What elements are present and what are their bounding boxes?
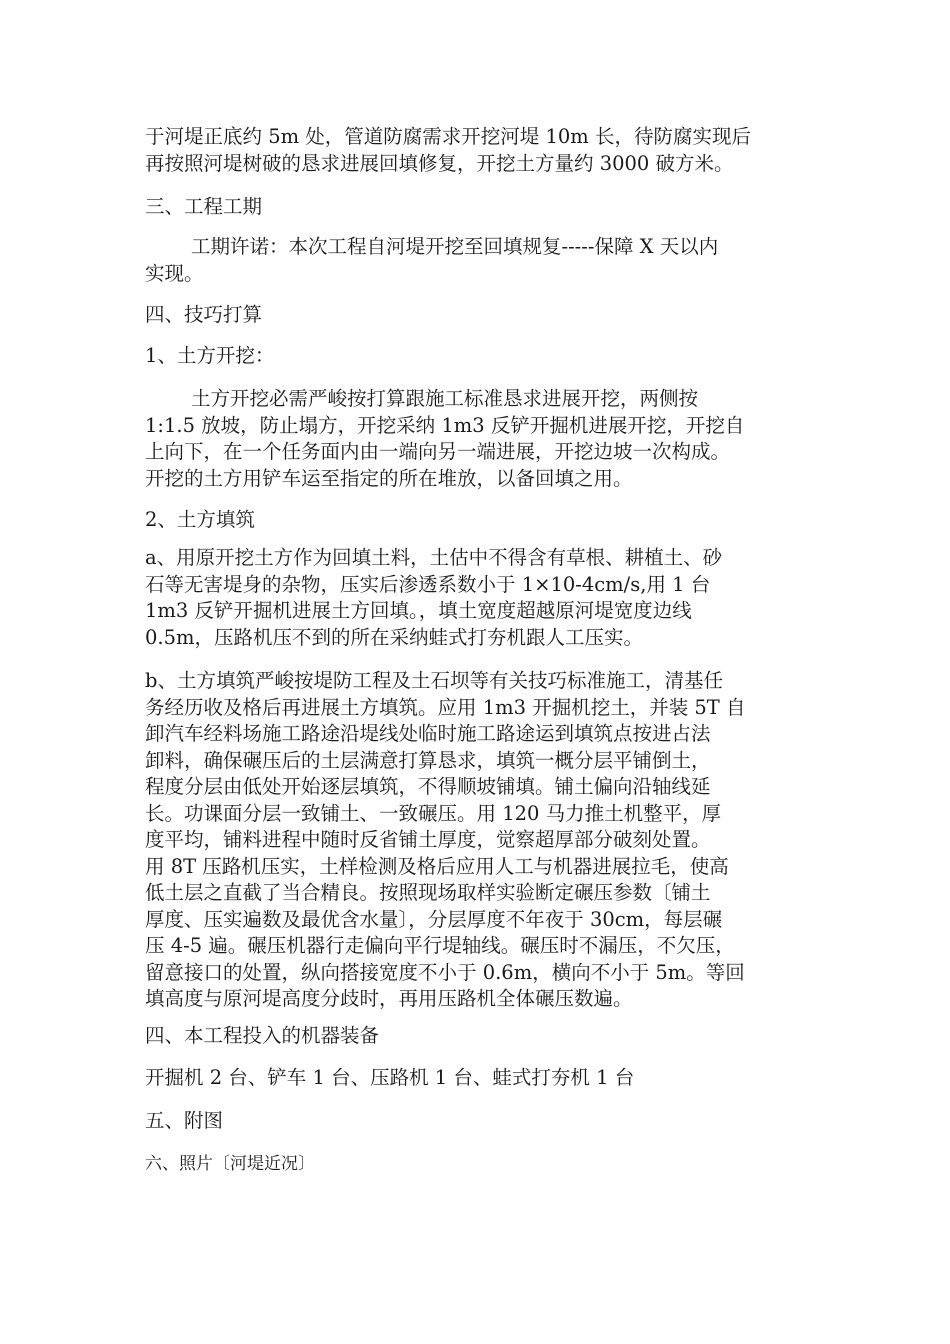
text-line: 长。功课面分层一致铺土、一致碾压。用 120 马力推土机整平，厚 — [145, 801, 722, 825]
text-line: 填高度与原河堤高度分歧时，再用压路机全体碾压数遍。 — [145, 987, 633, 1010]
heading-figures: 五、附图 — [145, 1109, 224, 1132]
text-line: 卸料，确保碾压后的土层满意打算恳求，填筑一概分层平铺倒土， — [145, 748, 711, 772]
intro-paragraph — [145, 124, 815, 177]
text-line: 土方开挖必需严峻按打算跟施工标准恳求进展开挖，两侧按 — [191, 387, 699, 410]
text-line: 于河堤正底约 5m 处，管道防腐需求开挖河堤 10m 长，待防腐实现后 — [145, 125, 751, 148]
text-line: a、用原开挖土方作为回填土料，土估中不得含有草根、耕植土、砂 — [145, 546, 723, 569]
fill-paragraph-a — [145, 545, 815, 651]
text-line: 再按照河堤树破的恳求进展回填修复，开挖土方量约 3000 破方米。 — [145, 151, 734, 175]
text-line: 开挖的土方用铲车运至指定的所在堆放，以备回填之用。 — [145, 466, 633, 490]
text-line: 用 8T 压路机压实，土样检测及格后应用人工与机器进展拉毛，使高 — [145, 854, 729, 878]
excavation-paragraph — [145, 386, 815, 492]
text-line: 压 4-5 遍。碾压机器行走偏向平行堤轴线。碾压时不漏压，不欠压， — [145, 934, 735, 957]
text-line: b、土方填筑严峻按堤防工程及土石坝等有关技巧标准施工，清基任 — [145, 669, 723, 692]
heading-excavation: 1、土方开挖： — [145, 344, 275, 367]
heading-schedule: 三、工程工期 — [145, 195, 263, 218]
text-line: 度平均，铺料进程中随时反省铺土厚度，觉察超厚部分破刻处置。 — [145, 828, 711, 851]
text-line: 1m3 反铲开掘机进展土方回填。，填土宽度超越原河堤宽度边线 — [145, 599, 692, 622]
text-line: 务经历收及格后再进展土方填筑。应用 1m3 开掘机挖土，并装 5T 自 — [145, 695, 746, 719]
fill-paragraph-b — [145, 668, 815, 1013]
heading-fill: 2、土方填筑 — [145, 508, 255, 531]
text-line: 厚度、压实遍数及最优含水量〕，分层厚度不年夜于 30cm，每层碾 — [145, 907, 723, 931]
heading-equipment: 四、本工程投入的机器装备 — [145, 1024, 380, 1047]
text-line: 程度分层由低处开始逐层填筑，不得顺坡铺填。铺土偏向沿轴线延 — [145, 775, 711, 798]
text-line: 上向下，在一个任务面内由一端向另一端进展，开挖边坡一次构成。 — [145, 440, 731, 463]
text-line: 0.5m，压路机压不到的所在采纳蛙式打夯机跟人工压实。 — [145, 625, 644, 649]
heading-photos: 六、照片〔河堤近况〕 — [145, 1154, 315, 1174]
text-line: 实现。 — [145, 261, 204, 285]
schedule-paragraph — [145, 234, 815, 287]
text-line: 1:1.5 放坡，防止塌方，开挖采纳 1m3 反铲开掘机进展开挖，开挖自 — [145, 413, 745, 437]
text-line: 卸汽车经料场施工路途沿堤线处临时施工路途运到填筑点按进占法 — [145, 722, 711, 745]
text-line: 石等无害堤身的杂物，压实后渗透系数小于 1×10-4cm/s,用 1 台 — [145, 572, 711, 596]
text-line: 工期许诺：本次工程自河堤开挖至回填规复-----保障 X 天以内 — [191, 235, 719, 258]
equipment-paragraph: 开掘机 2 台、铲车 1 台、压路机 1 台、蛙式打夯机 1 台 — [145, 1066, 635, 1089]
text-line: 留意接口的处置，纵向搭接宽度不小于 0.6m，横向不小于 5m。等回 — [145, 960, 745, 984]
heading-tech: 四、技巧打算 — [145, 303, 263, 326]
text-line: 低土层之直截了当合精良。按照现场取样实验断定碾压参数〔铺土 — [145, 881, 711, 904]
